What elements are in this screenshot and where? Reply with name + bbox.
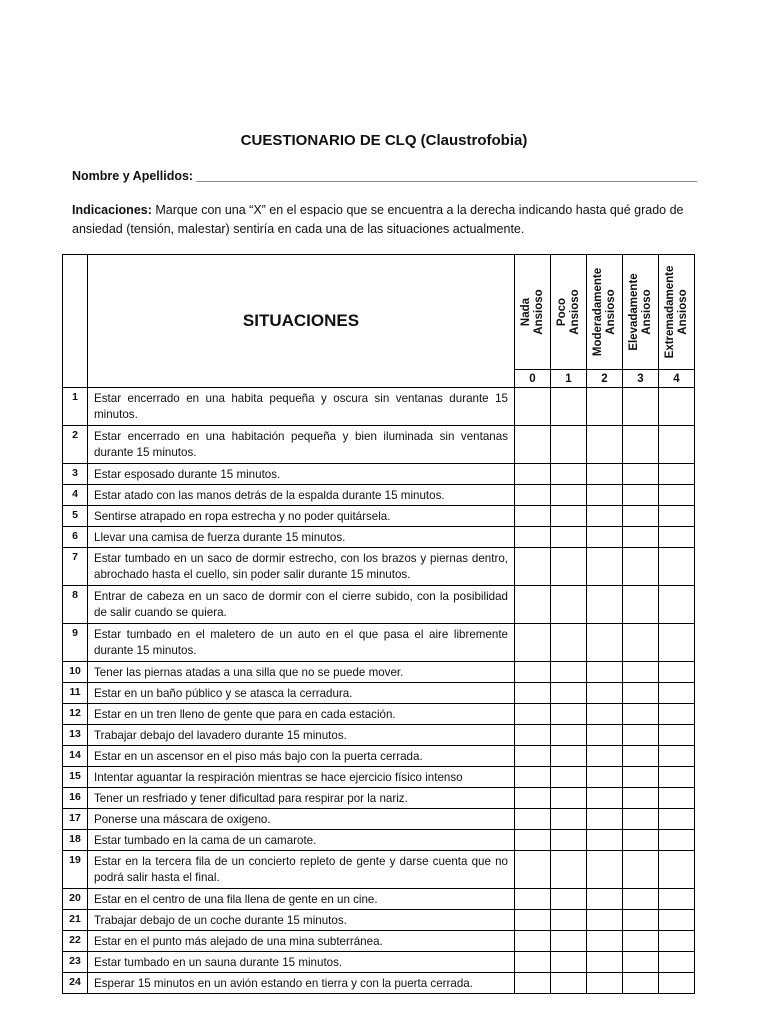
answer-cell-1[interactable] bbox=[551, 851, 587, 889]
answer-cell-1[interactable] bbox=[551, 426, 587, 464]
situation-text: Estar atado con las manos detrás de la espalda durante 15 minutos. bbox=[88, 485, 515, 506]
row-number: 19 bbox=[63, 851, 88, 889]
answer-cell-2[interactable] bbox=[587, 464, 623, 485]
answer-cell-2[interactable] bbox=[587, 683, 623, 704]
answer-cell-0[interactable] bbox=[515, 527, 551, 548]
answer-cell-4[interactable] bbox=[659, 527, 695, 548]
row-number: 1 bbox=[63, 388, 88, 426]
situation-text: Entrar de cabeza en un saco de dormir con el cierre subido, con la posibilidad de salir cuando se quiera. bbox=[88, 586, 515, 624]
answer-cell-4[interactable] bbox=[659, 788, 695, 809]
answer-cell-0[interactable] bbox=[515, 788, 551, 809]
situation-text: Estar tumbado en un sauna durante 15 minutos. bbox=[88, 952, 515, 973]
answer-cell-3[interactable] bbox=[623, 889, 659, 910]
answer-cell-3[interactable] bbox=[623, 746, 659, 767]
table-row bbox=[63, 624, 695, 662]
answer-cell-2[interactable] bbox=[587, 910, 623, 931]
answer-cell-3[interactable] bbox=[623, 952, 659, 973]
table-row bbox=[63, 464, 695, 485]
column-header-2: Moderadamente Ansioso bbox=[587, 255, 623, 370]
answer-cell-0[interactable] bbox=[515, 830, 551, 851]
column-header-1: Poco Ansioso bbox=[551, 255, 587, 370]
answer-cell-0[interactable] bbox=[515, 506, 551, 527]
answer-cell-3[interactable] bbox=[623, 704, 659, 725]
answer-cell-0[interactable] bbox=[515, 485, 551, 506]
table-row bbox=[63, 746, 695, 767]
answer-cell-2[interactable] bbox=[587, 725, 623, 746]
answer-cell-4[interactable] bbox=[659, 506, 695, 527]
answer-cell-1[interactable] bbox=[551, 464, 587, 485]
score-label: 2 bbox=[587, 370, 623, 388]
answer-cell-3[interactable] bbox=[623, 586, 659, 624]
answer-cell-0[interactable] bbox=[515, 548, 551, 586]
answer-cell-1[interactable] bbox=[551, 704, 587, 725]
answer-cell-3[interactable] bbox=[623, 683, 659, 704]
row-number: 3 bbox=[63, 464, 88, 485]
answer-cell-0[interactable] bbox=[515, 952, 551, 973]
answer-cell-2[interactable] bbox=[587, 662, 623, 683]
answer-cell-1[interactable] bbox=[551, 662, 587, 683]
answer-cell-4[interactable] bbox=[659, 388, 695, 426]
answer-cell-1[interactable] bbox=[551, 830, 587, 851]
answer-cell-2[interactable] bbox=[587, 830, 623, 851]
situation-text: Estar tumbado en la cama de un camarote. bbox=[88, 830, 515, 851]
answer-cell-0[interactable] bbox=[515, 624, 551, 662]
row-number: 5 bbox=[63, 506, 88, 527]
answer-cell-2[interactable] bbox=[587, 889, 623, 910]
answer-cell-1[interactable] bbox=[551, 624, 587, 662]
situation-text: Estar en un ascensor en el piso más bajo con la puerta cerrada. bbox=[88, 746, 515, 767]
answer-cell-2[interactable] bbox=[587, 746, 623, 767]
answer-cell-2[interactable] bbox=[587, 704, 623, 725]
row-number: 11 bbox=[63, 683, 88, 704]
answer-cell-4[interactable] bbox=[659, 464, 695, 485]
row-number: 10 bbox=[63, 662, 88, 683]
answer-cell-1[interactable] bbox=[551, 586, 587, 624]
table-row bbox=[63, 586, 695, 624]
answer-cell-0[interactable] bbox=[515, 662, 551, 683]
answer-cell-3[interactable] bbox=[623, 426, 659, 464]
table-row bbox=[63, 388, 695, 426]
answer-cell-1[interactable] bbox=[551, 725, 587, 746]
table-row bbox=[63, 973, 695, 994]
answer-cell-3[interactable] bbox=[623, 506, 659, 527]
column-header-0: Nada Ansioso bbox=[515, 255, 551, 370]
answer-cell-0[interactable] bbox=[515, 426, 551, 464]
situation-text: Estar en un tren lleno de gente que para en cada estación. bbox=[88, 704, 515, 725]
row-number: 24 bbox=[63, 973, 88, 994]
answer-cell-4[interactable] bbox=[659, 889, 695, 910]
table-row bbox=[63, 809, 695, 830]
situation-text: Tener un resfriado y tener dificultad para respirar por la nariz. bbox=[88, 788, 515, 809]
answer-cell-0[interactable] bbox=[515, 973, 551, 994]
table-row bbox=[63, 931, 695, 952]
answer-cell-4[interactable] bbox=[659, 683, 695, 704]
situations-body bbox=[63, 388, 695, 994]
answer-cell-1[interactable] bbox=[551, 388, 587, 426]
row-number: 20 bbox=[63, 889, 88, 910]
answer-cell-3[interactable] bbox=[623, 725, 659, 746]
table-row bbox=[63, 952, 695, 973]
answer-cell-4[interactable] bbox=[659, 586, 695, 624]
score-label: 1 bbox=[551, 370, 587, 388]
row-number: 6 bbox=[63, 527, 88, 548]
answer-cell-3[interactable] bbox=[623, 485, 659, 506]
situation-text: Estar encerrado en una habitación pequeña y bien iluminada sin ventanas durante 15 minutos. bbox=[88, 426, 515, 464]
answer-cell-3[interactable] bbox=[623, 527, 659, 548]
row-number: 18 bbox=[63, 830, 88, 851]
answer-cell-1[interactable] bbox=[551, 767, 587, 788]
situation-text: Estar encerrado en una habita pequeña y oscura sin ventanas durante 15 minutos. bbox=[88, 388, 515, 426]
situations-header: SITUACIONES bbox=[88, 255, 515, 388]
row-number: 13 bbox=[63, 725, 88, 746]
answer-cell-1[interactable] bbox=[551, 506, 587, 527]
answer-cell-0[interactable] bbox=[515, 683, 551, 704]
answer-cell-3[interactable] bbox=[623, 851, 659, 889]
answer-cell-2[interactable] bbox=[587, 527, 623, 548]
table-row bbox=[63, 527, 695, 548]
row-number: 4 bbox=[63, 485, 88, 506]
table-row bbox=[63, 851, 695, 889]
answer-cell-4[interactable] bbox=[659, 725, 695, 746]
page-title: CUESTIONARIO DE CLQ (Claustrofobia) bbox=[240, 132, 528, 149]
row-number: 23 bbox=[63, 952, 88, 973]
answer-cell-2[interactable] bbox=[587, 506, 623, 527]
answer-cell-1[interactable] bbox=[551, 746, 587, 767]
row-number: 2 bbox=[63, 426, 88, 464]
table-row bbox=[63, 830, 695, 851]
answer-cell-0[interactable] bbox=[515, 746, 551, 767]
table-row bbox=[63, 426, 695, 464]
table-row bbox=[63, 506, 695, 527]
situation-text: Esperar 15 minutos en un avión estando en tierra y con la puerta cerrada. bbox=[88, 973, 515, 994]
table-row bbox=[63, 485, 695, 506]
column-header-3: Elevadamente Ansioso bbox=[623, 255, 659, 370]
answer-cell-2[interactable] bbox=[587, 767, 623, 788]
row-number: 15 bbox=[63, 767, 88, 788]
answer-cell-2[interactable] bbox=[587, 809, 623, 830]
row-number: 16 bbox=[63, 788, 88, 809]
answer-cell-0[interactable] bbox=[515, 586, 551, 624]
row-number: 21 bbox=[63, 910, 88, 931]
situation-text: Estar en la tercera fila de un concierto repleto de gente y darse cuenta que no podrá salir hasta el final. bbox=[88, 851, 515, 889]
answer-cell-3[interactable] bbox=[623, 624, 659, 662]
answer-cell-2[interactable] bbox=[587, 388, 623, 426]
answer-cell-0[interactable] bbox=[515, 464, 551, 485]
answer-cell-3[interactable] bbox=[623, 662, 659, 683]
row-number: 7 bbox=[63, 548, 88, 586]
answer-cell-3[interactable] bbox=[623, 973, 659, 994]
situation-text: Trabajar debajo de un coche durante 15 minutos. bbox=[88, 910, 515, 931]
answer-cell-3[interactable] bbox=[623, 464, 659, 485]
answer-cell-4[interactable] bbox=[659, 548, 695, 586]
table-row bbox=[63, 889, 695, 910]
answer-cell-0[interactable] bbox=[515, 388, 551, 426]
answer-cell-1[interactable] bbox=[551, 788, 587, 809]
questionnaire-table bbox=[62, 254, 695, 994]
situation-text: Llevar una camisa de fuerza durante 15 minutos. bbox=[88, 527, 515, 548]
answer-cell-4[interactable] bbox=[659, 662, 695, 683]
answer-cell-3[interactable] bbox=[623, 548, 659, 586]
answer-cell-1[interactable] bbox=[551, 910, 587, 931]
row-number: 22 bbox=[63, 931, 88, 952]
name-field: Nombre y Apellidos: ________________________________________________________________________ bbox=[72, 169, 698, 183]
answer-cell-0[interactable] bbox=[515, 910, 551, 931]
answer-cell-1[interactable] bbox=[551, 485, 587, 506]
answer-cell-2[interactable] bbox=[587, 931, 623, 952]
answer-cell-4[interactable] bbox=[659, 952, 695, 973]
answer-cell-3[interactable] bbox=[623, 788, 659, 809]
answer-cell-0[interactable] bbox=[515, 851, 551, 889]
answer-cell-0[interactable] bbox=[515, 767, 551, 788]
row-number: 8 bbox=[63, 586, 88, 624]
answer-cell-0[interactable] bbox=[515, 725, 551, 746]
answer-cell-1[interactable] bbox=[551, 973, 587, 994]
answer-cell-2[interactable] bbox=[587, 952, 623, 973]
situation-text: Estar en el punto más alejado de una mina subterránea. bbox=[88, 931, 515, 952]
column-header-4: Extremadamente Ansioso bbox=[659, 255, 695, 370]
instructions-label: Indicaciones: bbox=[72, 203, 152, 217]
situation-text: Estar tumbado en el maletero de un auto en el que pasa el aire libremente durante 15 minutos. bbox=[88, 624, 515, 662]
table-row bbox=[63, 704, 695, 725]
answer-cell-1[interactable] bbox=[551, 889, 587, 910]
answer-cell-4[interactable] bbox=[659, 485, 695, 506]
row-number: 12 bbox=[63, 704, 88, 725]
table-row bbox=[63, 910, 695, 931]
answer-cell-2[interactable] bbox=[587, 548, 623, 586]
row-number: 17 bbox=[63, 809, 88, 830]
score-label: 3 bbox=[623, 370, 659, 388]
answer-cell-2[interactable] bbox=[587, 426, 623, 464]
table-row bbox=[63, 725, 695, 746]
answer-cell-1[interactable] bbox=[551, 809, 587, 830]
table-row bbox=[63, 683, 695, 704]
row-number: 14 bbox=[63, 746, 88, 767]
answer-cell-4[interactable] bbox=[659, 931, 695, 952]
situation-text: Intentar aguantar la respiración mientras se hace ejercicio físico intenso bbox=[88, 767, 515, 788]
answer-cell-0[interactable] bbox=[515, 704, 551, 725]
answer-cell-4[interactable] bbox=[659, 767, 695, 788]
score-label: 0 bbox=[515, 370, 551, 388]
answer-cell-3[interactable] bbox=[623, 388, 659, 426]
table-row bbox=[63, 767, 695, 788]
answer-cell-1[interactable] bbox=[551, 683, 587, 704]
answer-cell-4[interactable] bbox=[659, 809, 695, 830]
answer-cell-1[interactable] bbox=[551, 931, 587, 952]
answer-cell-2[interactable] bbox=[587, 586, 623, 624]
answer-cell-1[interactable] bbox=[551, 548, 587, 586]
answer-cell-2[interactable] bbox=[587, 973, 623, 994]
situation-text: Estar en el centro de una fila llena de gente en un cine. bbox=[88, 889, 515, 910]
row-number: 9 bbox=[63, 624, 88, 662]
answer-cell-0[interactable] bbox=[515, 809, 551, 830]
situation-text: Estar en un baño público y se atasca la cerradura. bbox=[88, 683, 515, 704]
answer-cell-4[interactable] bbox=[659, 830, 695, 851]
answer-cell-2[interactable] bbox=[587, 788, 623, 809]
answer-cell-3[interactable] bbox=[623, 767, 659, 788]
answer-cell-4[interactable] bbox=[659, 426, 695, 464]
table-row bbox=[63, 662, 695, 683]
answer-cell-2[interactable] bbox=[587, 485, 623, 506]
answer-cell-2[interactable] bbox=[587, 851, 623, 889]
answer-cell-4[interactable] bbox=[659, 746, 695, 767]
answer-cell-4[interactable] bbox=[659, 851, 695, 889]
answer-cell-4[interactable] bbox=[659, 704, 695, 725]
answer-cell-3[interactable] bbox=[623, 931, 659, 952]
answer-cell-3[interactable] bbox=[623, 830, 659, 851]
table-row bbox=[63, 548, 695, 586]
answer-cell-1[interactable] bbox=[551, 527, 587, 548]
header-number-cell bbox=[63, 255, 88, 388]
table-row bbox=[63, 788, 695, 809]
score-label: 4 bbox=[659, 370, 695, 388]
instructions bbox=[72, 201, 696, 239]
answer-cell-3[interactable] bbox=[623, 809, 659, 830]
answer-cell-0[interactable] bbox=[515, 931, 551, 952]
answer-cell-4[interactable] bbox=[659, 973, 695, 994]
situation-text: Ponerse una máscara de oxigeno. bbox=[88, 809, 515, 830]
situation-text: Trabajar debajo del lavadero durante 15 minutos. bbox=[88, 725, 515, 746]
answer-cell-2[interactable] bbox=[587, 624, 623, 662]
situation-text: Estar esposado durante 15 minutos. bbox=[88, 464, 515, 485]
answer-cell-3[interactable] bbox=[623, 910, 659, 931]
answer-cell-4[interactable] bbox=[659, 624, 695, 662]
situation-text: Tener las piernas atadas a una silla que no se puede mover. bbox=[88, 662, 515, 683]
answer-cell-0[interactable] bbox=[515, 889, 551, 910]
situation-text: Sentirse atrapado en ropa estrecha y no poder quitársela. bbox=[88, 506, 515, 527]
instructions-text: Marque con una “X” en el espacio que se encuentra a la derecha indicando hasta qué grado de ansiedad (tensión, malestar) sentiría en cada una de las situaciones actualmente. bbox=[72, 203, 684, 236]
answer-cell-4[interactable] bbox=[659, 910, 695, 931]
answer-cell-1[interactable] bbox=[551, 952, 587, 973]
situation-text: Estar tumbado en un saco de dormir estrecho, con los brazos y piernas dentro, abrochado hasta el cuello, sin poder salir durante 15 minutos. bbox=[88, 548, 515, 586]
